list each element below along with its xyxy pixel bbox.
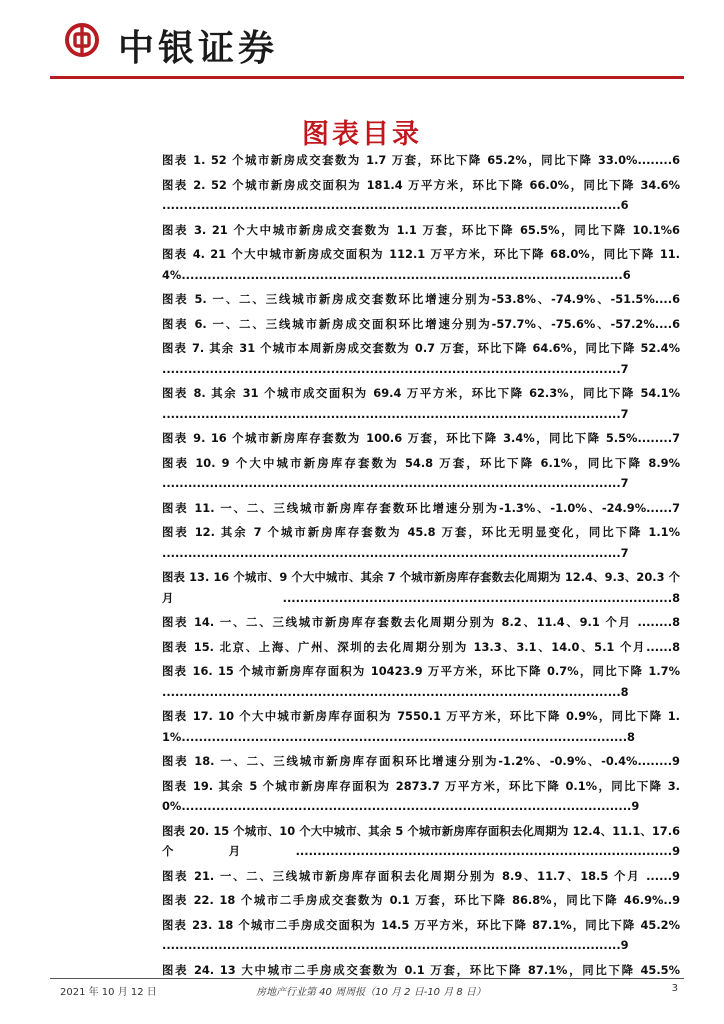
bank-of-china-logo-icon [64, 22, 100, 58]
toc-entry[interactable]: 图表 13. 16 个城市、9 个大中城市、其余 7 个城市新房库存套数去化周期为 12.4、9.3、20.3 个月..........................................................................................8 [162, 570, 680, 605]
brand-name: 中银证券 [118, 28, 279, 69]
toc-entry[interactable]: 图表 7. 其余 31 个城市本周新房成交套数为 0.7 万套，环比下降 64.6%，同比下降 52.4% ..........................................................................................................7 [162, 341, 680, 376]
toc-entry[interactable]: 图表 10. 9 个大中城市新房库存套数为 54.8 万套，环比下降 6.1%，同比下降 8.9% ..........................................................................................................7 [162, 455, 680, 490]
toc-entry[interactable]: 图表 24. 13 大中城市二手房成交套数为 0.1 万套，环比下降 87.1%，同比下降 45.5% [162, 962, 680, 977]
toc-entry[interactable]: 图表 9. 16 个城市新房库存套数为 100.6 万套，环比下降 3.4%，同比下降 5.5%........7 [162, 431, 680, 445]
footer-rule [50, 978, 684, 979]
header [50, 14, 684, 78]
toc-entry[interactable]: 图表 15. 北京、上海、广州、深圳的去化周期分别为 13.3、3.1、14.0、5.1 个月......8 [162, 639, 680, 654]
toc-entry[interactable]: 图表 19. 其余 5 个城市新房库存面积为 2873.7 万平方米，环比下降 0.1%，同比下降 3.0%........................................................................................................9 [162, 778, 680, 813]
header-rule [50, 76, 684, 79]
toc-entry[interactable]: 图表 5. 一、二、三线城市新房成交套数环比增速分别为-53.8%、-74.9%、-51.5%....6 [162, 292, 680, 306]
toc-entry[interactable]: 图表 20. 15 个城市、10 个大中城市、其余 5 个城市新房库存面积去化周期为 12.4、11.1、17.6 个月.......................................................................................9 [162, 823, 680, 858]
toc-entry[interactable]: 图表 18. 一、二、三线城市新房库存面积环比增速分别为-1.2%、-0.9%、-0.4%........9 [162, 754, 680, 768]
page-number: 3 [671, 983, 678, 994]
footer [60, 983, 684, 999]
toc-entry[interactable]: 图表 2. 52 个城市新房成交面积为 181.4 万平方米，环比下降 66.0%，同比下降 34.6% ..........................................................................................................6 [162, 177, 680, 212]
toc-entry[interactable]: 图表 8. 其余 31 个城市成交面积为 69.4 万平方米，环比下降 62.3%，同比下降 54.1% ..........................................................................................................7 [162, 386, 680, 421]
toc-entry[interactable]: 图表 14. 一、二、三线城市新房库存套数去化周期分别为 8.2、11.4、9.1 个月 ........8 [162, 615, 680, 629]
toc-entry[interactable]: 图表 3. 21 个大中城市新房成交套数为 1.1 万套，环比下降 65.5%，同比下降 10.1%6 [162, 222, 680, 237]
toc-entry[interactable]: 图表 11. 一、二、三线城市新房库存套数环比增速分别为-1.3%、-1.0%、-24.9%......7 [162, 500, 680, 515]
toc-list [162, 150, 680, 984]
footer-report-title: 房地产行业第 40 周周报（10 月 2 日-10 月 8 日） [256, 987, 486, 998]
toc-entry[interactable]: 图表 4. 21 个大中城市新房成交面积为 112.1 万平方米，环比下降 68.0%，同比下降 11.4%......................................................................................................6 [162, 247, 680, 282]
toc-entry[interactable]: 图表 12. 其余 7 个城市新房库存套数为 45.8 万套，环比无明显变化，同比下降 1.1% ..........................................................................................................7 [162, 525, 680, 560]
toc-entry[interactable]: 图表 17. 10 个大中城市新房库存面积为 7550.1 万平方米，环比下降 0.9%，同比下降 1.1%.......................................................................................................8 [162, 709, 680, 744]
toc-entry[interactable]: 图表 22. 18 个城市二手房成交套数为 0.1 万套，环比下降 86.8%，同比下降 46.9%..9 [162, 893, 680, 907]
page-title: 图表目录 [302, 119, 422, 150]
toc-entry[interactable]: 图表 1. 52 个城市新房成交套数为 1.7 万套，环比下降 65.2%，同比下降 33.0%........6 [162, 153, 680, 167]
toc-entry[interactable]: 图表 16. 15 个城市新房库存面积为 10423.9 万平方米，环比下降 0.7%，同比下降 1.7% ..........................................................................................................8 [162, 664, 680, 699]
toc-entry[interactable]: 图表 23. 18 个城市二手房成交面积为 14.5 万平方米，环比下降 87.1%，同比下降 45.2% ..........................................................................................................9 [162, 917, 680, 952]
footer-date: 2021 年 10 月 12 日 [60, 987, 157, 998]
toc-entry[interactable]: 图表 21. 一、二、三线城市新房库存面积去化周期分别为 8.9、11.7、18.5 个月 ......9 [162, 868, 680, 883]
toc-entry[interactable]: 图表 6. 一、二、三线城市新房成交面积环比增速分别为-57.7%、-75.6%、-57.2%....6 [162, 316, 680, 331]
